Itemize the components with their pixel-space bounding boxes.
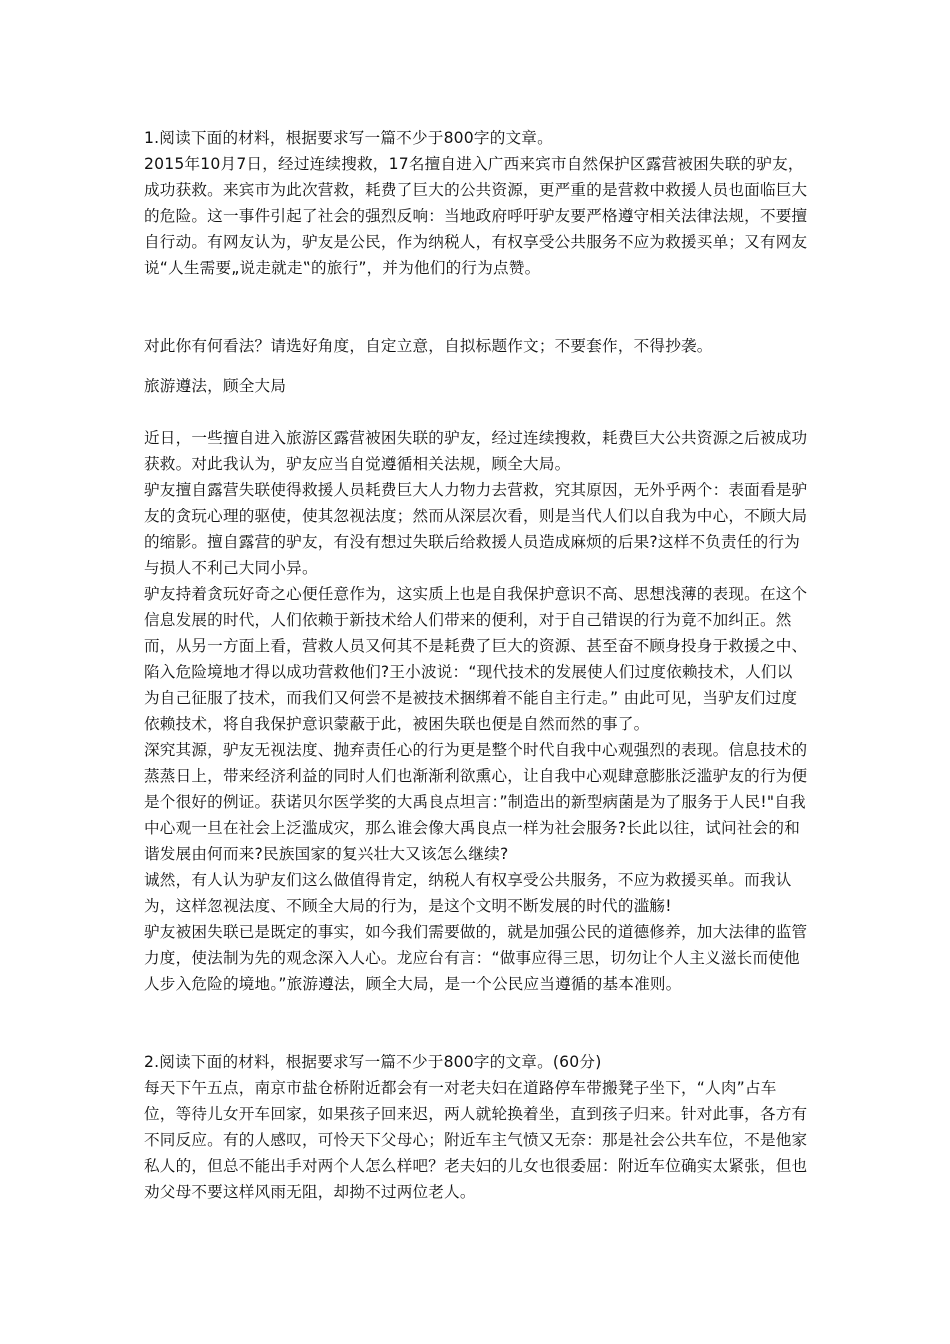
essay-paragraph: 驴友被困失联已是既定的事实，如今我们需要做的，就是加强公民的道德修养，加大法律的监管力度，使法制为先的观念深入人心。龙应台有言：“做事应得三思，切勿让个人主义滋长而使他人步入危险的境地。”旅游遵法，顾全大局，是一个公民应当遵循的基本准则。 [144, 923, 808, 993]
essay-title: 旅游遵法，顾全大局 [144, 377, 287, 395]
question-1-material: 2015年10月7日，经过连续搜救，17名擅自进入广西来宾市自然保护区露营被困失联的驴友，成功获救。来宾市为此次营救，耗费了巨大的公共资源，更严重的是营救中救援人员也面临巨大的危险。这一事件引起了社会的强烈反响：当地政府呼吁驴友要严格遵守相关法律法规，不要擅自行动。有网友认为，驴友是公民，作为纳税人，有权享受公共服务不应为救援买单；又有网友说“人生需要„说走就走‟的旅行”，并为他们的行为点赞。 [144, 155, 808, 277]
spacer [144, 359, 808, 373]
spacer [144, 281, 808, 333]
question-2-material: 每天下午五点，南京市盐仓桥附近都会有一对老夫妇在道路停车带搬凳子坐下，“人肉”占车位，等待儿女开车回家，如果孩子回来迟，两人就轮换着坐，直到孩子归来。针对此事，各方有不同反应。有的人感叹，可怜天下父母心；附近车主气愤又无奈：那是社会公共车位，不是他家私人的，但总不能出手对两个人怎么样吧？老夫妇的儿女也很委屈：附近车位确实太紧张，但也劝父母不要这样风雨无阻，却拗不过两位老人。 [144, 1079, 808, 1201]
document-body [144, 125, 808, 1205]
essay-paragraph: 诚然，有人认为驴友们这么做值得肯定，纳税人有权享受公共服务，不应为救援买单。而我认为，这样忽视法度、不顾全大局的行为，是这个文明不断发展的时代的滥觞! [144, 871, 792, 915]
question-1-prompt: 对此你有何看法？请选好角度，自定立意，自拟标题作文；不要套作，不得抄袭。 [144, 337, 713, 355]
essay-paragraph: 驴友持着贪玩好奇之心便任意作为，这实质上也是自我保护意识不高、思想浅薄的表现。在这个信息发展的时代，人们依赖于新技术给人们带来的便利，对于自己错误的行为竟不加纠正。然而，从另一方面上看，营救人员又何其不是耗费了巨大的资源、甚至奋不顾身投身于救援之中、陷入危险境地才得以成功营救他们?王小波说：“现代技术的发展使人们过度依赖技术，人们以为自己征服了技术，而我们又何尝不是被技术捆绑着不能自主行走。” 由此可见，当驴友们过度依赖技术，将自我保护意识蒙蔽于此，被困失联也便是自然而然的事了。 [144, 585, 808, 733]
question-2-title: 2.阅读下面的材料，根据要求写一篇不少于800字的文章。(60分) [144, 1053, 602, 1071]
essay-paragraph: 驴友擅自露营失联使得救援人员耗费巨大人力物力去营救，究其原因，无外乎两个：表面看是驴友的贪玩心理的驱使，使其忽视法度；然而从深层次看，则是当代人们以自我为中心，不顾大局的缩影。擅自露营的驴友，有没有想过失联后给救援人员造成麻烦的后果?这样不负责任的行为与损人不利己大同小异。 [144, 481, 808, 577]
question-1-title: 1.阅读下面的材料，根据要求写一篇不少于800字的文章。 [144, 129, 553, 147]
essay-paragraph: 深究其源，驴友无视法度、抛弃责任心的行为更是整个时代自我中心观强烈的表现。信息技术的蒸蒸日上，带来经济利益的同时人们也渐渐利欲熏心，让自我中心观肆意膨胀泛滥驴友的行为便是个很好的例证。获诺贝尔医学奖的大禹良点坦言：”制造出的新型病菌是为了服务于人民!"自我中心观一旦在社会上泛滥成灾，那么谁会像大禹良点一样为社会服务?长此以往，试问社会的和谐发展由何而来?民族国家的复兴壮大又该怎么继续? [144, 741, 808, 863]
spacer [144, 997, 808, 1049]
essay-paragraph: 近日，一些擅自进入旅游区露营被困失联的驴友，经过连续搜救，耗费巨大公共资源之后被成功获救。对此我认为，驴友应当自觉遵循相关法规，顾全大局。 [144, 429, 808, 473]
spacer [144, 399, 808, 425]
